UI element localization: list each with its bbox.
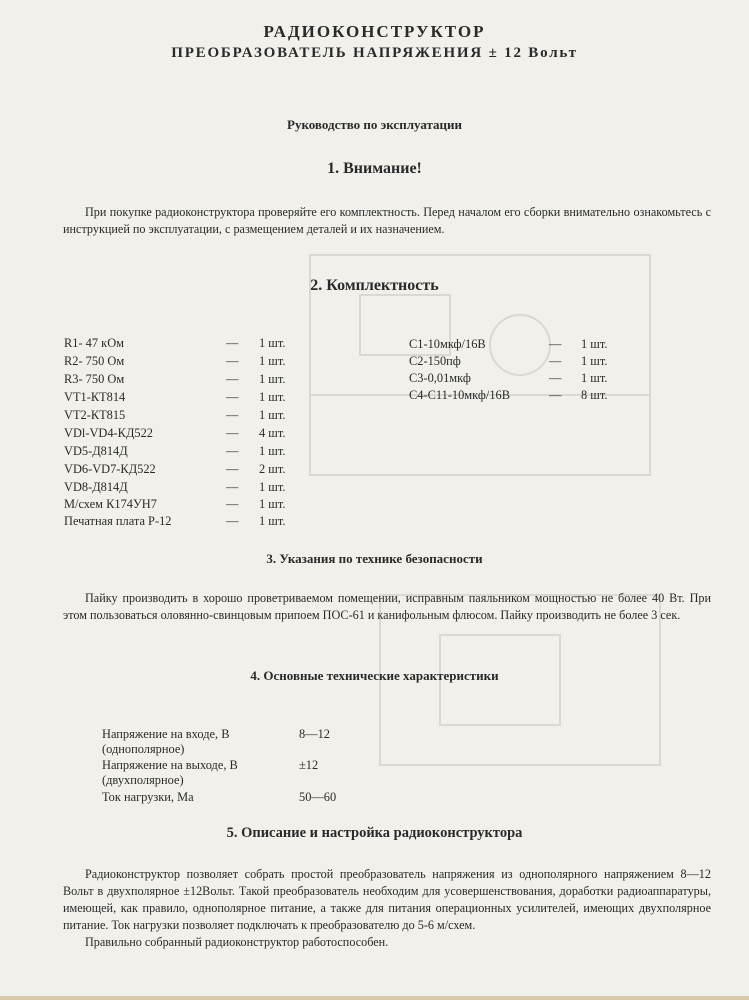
part-name: VT1-КТ814 [64, 390, 126, 404]
part-dash: — [549, 388, 562, 402]
product-title: РАДИОКОНСТРУКТОР [263, 22, 486, 41]
spec-label-line1: Ток нагрузки, Ма [102, 790, 194, 804]
part-name: VT2-КТ815 [64, 408, 126, 422]
spec-value: 50—60 [299, 790, 337, 804]
part-dash: — [549, 371, 562, 385]
section-1-text [63, 204, 711, 238]
section-3-heading: 3. Указания по технике безопасности [266, 551, 483, 566]
part-qty: 1 шт. [259, 497, 286, 511]
part-qty: 1 шт. [259, 408, 286, 422]
part-qty: 1 шт. [259, 372, 286, 386]
part-name: R1- 47 кОм [64, 336, 124, 350]
part-name: VDl-VD4-КД522 [64, 426, 153, 440]
spec-label [102, 727, 229, 757]
part-name: VD8-Д814Д [64, 480, 128, 494]
part-dash: — [226, 444, 239, 458]
part-qty: 2 шт. [259, 462, 286, 476]
part-name: R3- 750 Ом [64, 372, 125, 386]
part-qty: 1 шт. [259, 514, 286, 528]
section-5-heading: 5. Описание и настройка радиоконструктора [226, 825, 523, 841]
section-3-text [63, 590, 711, 624]
part-qty: 1 шт. [259, 480, 286, 494]
part-name: Печатная плата Р-12 [64, 514, 172, 528]
spec-label-line2: (двухполярное) [102, 773, 184, 787]
section-1-text-content: При покупке радиоконструктора проверяйте его комплектность. Перед началом его сборки внимательно ознакомьтесь с инструкцией по эксплуатации, с размещением деталей и их назначением. [63, 205, 711, 236]
part-name: С1-10мкф/16В [409, 337, 486, 351]
part-qty: 1 шт. [259, 390, 286, 404]
part-name: С3-0,01мкф [409, 371, 471, 385]
section-5-text-conclusion: Правильно собранный радиоконструктор работоспособен. [85, 935, 389, 949]
part-dash: — [226, 480, 239, 494]
spec-label-line1: Напряжение на входе, В [102, 727, 230, 741]
part-qty: 1 шт. [259, 336, 286, 350]
spec-label-line1: Напряжение на выходе, В [102, 758, 238, 772]
part-dash: — [226, 354, 239, 368]
part-dash: — [226, 497, 239, 511]
part-dash: — [226, 426, 239, 440]
part-name: VD5-Д814Д [64, 444, 128, 458]
document-type: Руководство по эксплуатации [287, 117, 462, 132]
part-dash: — [549, 337, 562, 351]
section-5-text [63, 866, 711, 951]
section-2-heading: 2. Комплектность [310, 277, 439, 294]
part-qty: 4 шт. [259, 426, 286, 440]
spec-label-line2: (однополярное) [102, 742, 185, 756]
part-dash: — [226, 372, 239, 386]
part-dash: — [226, 336, 239, 350]
part-name: С2-150пф [409, 354, 461, 368]
faded-circuit-background [300, 235, 680, 795]
part-dash: — [226, 462, 239, 476]
spec-value: ±12 [299, 758, 319, 772]
part-qty: 1 шт. [259, 444, 286, 458]
part-dash: — [226, 514, 239, 528]
product-subtitle: ПРЕОБРАЗОВАТЕЛЬ НАПРЯЖЕНИЯ ± 12 Вольт [171, 45, 578, 61]
part-dash: — [549, 354, 562, 368]
part-dash: — [226, 390, 239, 404]
part-qty: 8 шт. [581, 388, 608, 402]
part-name: С4-С11-10мкф/16В [409, 388, 510, 402]
part-name: VD6-VD7-КД522 [64, 462, 156, 476]
part-qty: 1 шт. [581, 354, 608, 368]
part-name: R2- 750 Ом [64, 354, 125, 368]
section-3-text-content: Пайку производить в хорошо проветриваемом помещении, исправным паяльником мощностью не более 40 Вт. При этом пользоваться оловянно-свинцовым припоем ПОС-61 и канифольным флюсом. Пайку производить не более 3 сек. [63, 591, 711, 622]
spec-value: 8—12 [299, 727, 330, 741]
section-4-heading: 4. Основные технические характеристики [250, 668, 499, 683]
spec-label [102, 790, 194, 805]
page-bottom-border [0, 996, 749, 1000]
part-qty: 1 шт. [581, 371, 608, 385]
part-name: М/схем К174УН7 [64, 497, 157, 511]
part-qty: 1 шт. [259, 354, 286, 368]
part-dash: — [226, 408, 239, 422]
section-1-heading: 1. Внимание! [327, 160, 422, 177]
section-5-text-content: Радиоконструктор позволяет собрать простой преобразователь напряжения из однополярного напряжением 8—12 Вольт в двухполярное ±12Вольт. Такой преобразователь необходим для усовершенствования, доработки радиоаппаратуры, имеющей, как правило, однополярное питание, а также для питания операционных усилителей, имеющих двухполярное питание. Ток нагрузки позволяет подключать к преобразователю до 5-6 м/схем. [63, 867, 711, 932]
spec-label [102, 758, 238, 788]
part-qty: 1 шт. [581, 337, 608, 351]
